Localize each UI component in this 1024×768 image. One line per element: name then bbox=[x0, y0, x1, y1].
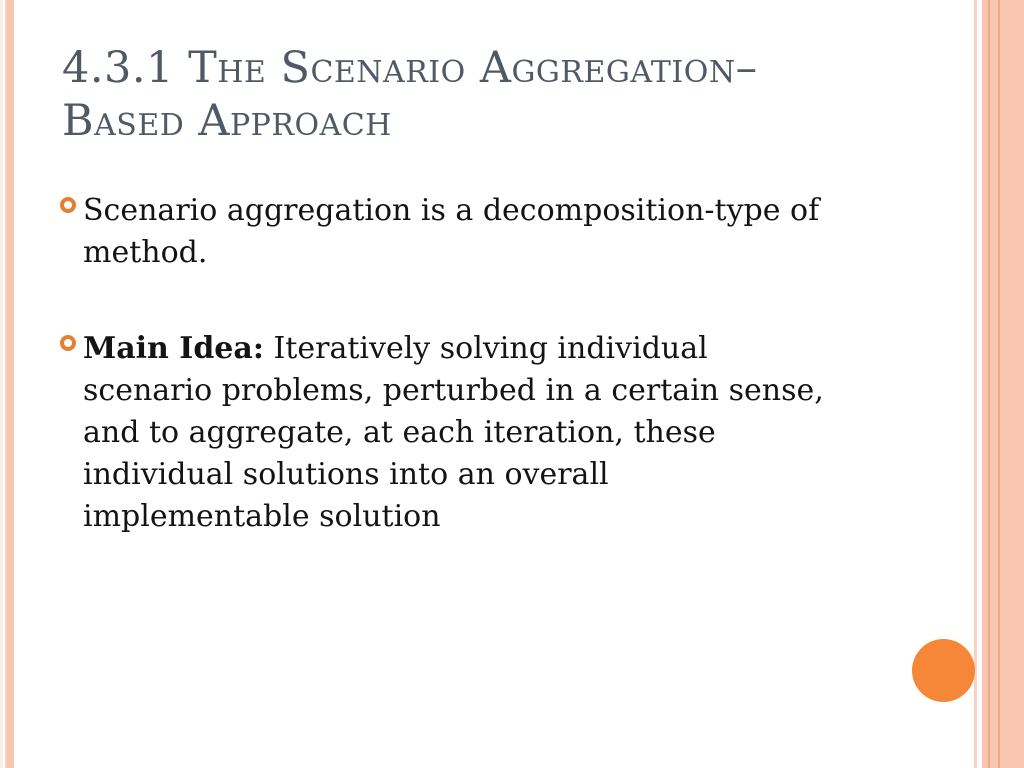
bullet-ring-icon bbox=[60, 197, 76, 213]
bullet-ring-icon bbox=[60, 335, 76, 351]
accent-circle-icon bbox=[912, 639, 975, 702]
right-stripe-salmon-2 bbox=[990, 0, 998, 768]
bullet1-line1: Scenario aggregation is a decomposition-type of bbox=[83, 193, 820, 228]
bullet2-line4: individual solutions into an overall bbox=[83, 457, 609, 492]
bullet-item-1 bbox=[60, 190, 920, 274]
left-stripe-salmon bbox=[7, 0, 14, 768]
bullet2-line1: Iteratively solving individual bbox=[263, 331, 708, 366]
slide-title-line1: 4.3.1 The Scenario Aggregation– bbox=[62, 43, 758, 93]
slide-title bbox=[62, 42, 758, 148]
bullet1-line2: method. bbox=[83, 235, 208, 270]
right-stripe-salmon-3 bbox=[1000, 0, 1024, 768]
bullet2-line2: scenario problems, perturbed in a certain sense, bbox=[83, 373, 824, 408]
slide-title-line2: Based Approach bbox=[62, 96, 392, 146]
bullet-text-2 bbox=[83, 328, 824, 538]
bullet2-line5: implementable solution bbox=[83, 499, 441, 534]
bullet2-bold-lead: Main Idea: bbox=[83, 331, 264, 366]
bullet2-line3: and to aggregate, at each iteration, these bbox=[83, 415, 716, 450]
slide-body bbox=[60, 190, 920, 538]
bullet-text-1 bbox=[83, 190, 819, 274]
bullet-item-2 bbox=[60, 328, 920, 538]
